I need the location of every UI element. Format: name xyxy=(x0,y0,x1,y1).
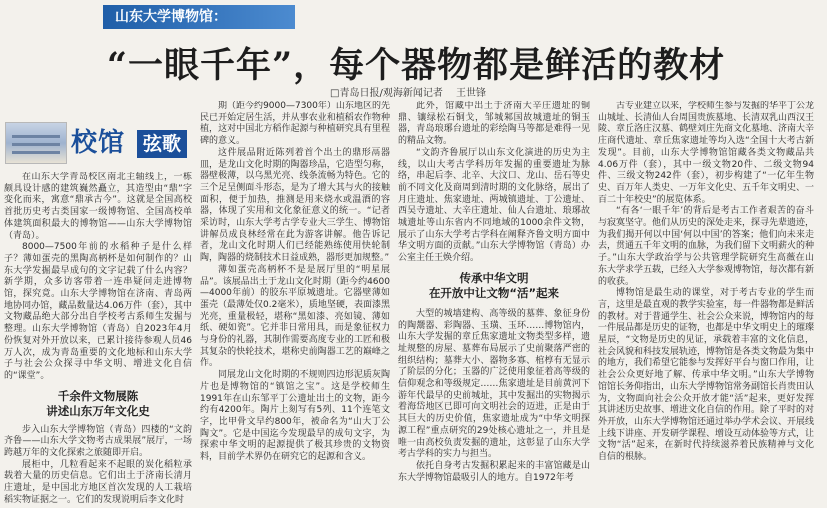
subheading-line-1: 传承中华文明 xyxy=(459,270,529,285)
subheading xyxy=(4,389,192,419)
paragraph: “文韵齐鲁展厅以山东文化演进的历史为主线，以山大考古学科历年发掘的重要遗址为脉络，串起后李、北辛、大汶口、龙山、岳石等史前不同文化及商周到清时期的文化脉络，展出了月庄遗址、焦家遗址、两城镇遗址、丁公遗址、西吴寺遗址、大辛庄遗址、仙人台遗址、琅琊故城遗址等山东省内不同地域的1000余件文物，展示了山东大学考古学科在阐释齐鲁文明方面中华文明方面的贡献。”山东大学博物馆（青岛）办公室主任王焕介绍。 xyxy=(398,147,590,264)
paragraph: 博物馆是最生动的课堂，对于考古专业的学生而言，这里是最直观的教学实验室，每一件器物都是鲜活的教材。对于普通学生、社会公众来说，博物馆内的每一件展品都是历史的证物，也都是中华文明史上的璀璨星辰，“文物是历史的见证，承载着丰富的文化信息，社会风貌和科技发展轨迹，博物馆是各类文物最为集中的地方，我们希望它能参与发挥好平台与窗口作用，让社会公众更好地了解、传承中华文明。”山东大学博物馆馆长务仰指出，山东大学博物馆常务副馆长肖贵田认为，文物面向社会公众开放才能“活”起来，更好发挥其讲述历史故事、增进文化自信的作用。除了平时的对外开放，山东大学博物馆还通过举办学术会议、开展线上线下讲座、开发研学课程、增设互动体验等方式，让文物“活”起来，在新时代持续滋养着民族精神与文化自信的根脉。 xyxy=(598,288,814,463)
paragraph: 大型的城墙建构、高等级的墓葬、象征身份的陶鬶器、彩陶器、玉璜、玉环……博物馆内，山东大学发掘的章丘焦家遗址文物类型多样，遗址规整的房屋、墓葬布局展示了史前聚落严密的组织结构；墓葬大小、器物多寡、棺椁有无显示了阶层的分化；玉器的广泛使用象征着高等级的信仰观念和等级规定……焦家遗址是目前黄河下游年代最早的史前城址，其中发掘出的实物揭示着海岱地区已即可向文明社会的迈进，正是由于其巨大的历史价值，焦家遗址成为“中华文明探源工程”重点研究的29处核心遗址之一，并且是唯一由高校负责发掘的遗址，这彰显了山东大学考古学科的实力与担当。 xyxy=(398,308,590,460)
paragraph: 8000—7500年前的水稻种子是什么样子？薄如蛋壳的黑陶高柄杯是如何制作的？山东大学发掘最早成句的文字记载了什么内容？新学期，众多访客带着一连串疑问走进博物馆，探究竟。山东大学博物馆在济南、青岛两地协同办馆，藏品数量达4.06万件（套），其中文物藏品绝大部分出自学校考古系师生发掘与整理。山东大学博物馆（青岛）自2023年4月份恢复对外开放以来，已累计接待参观人员46万人次，成为青岛重要的文化地标和山东大学子与社会公众探寻中华文明、增进文化自信的“课堂”。 xyxy=(4,242,192,381)
section-banner: 山东大学博物馆： xyxy=(103,5,295,29)
article-column-2 xyxy=(200,101,390,506)
subheading xyxy=(398,271,590,301)
byline xyxy=(330,84,496,99)
byline-source: □青岛日报/观海新闻记者 xyxy=(330,88,443,99)
paragraph: 期（距今约9000—7300年）山东地区的先民已开始定居生活，并从事农业和植稻农作物种植，这对中国北方稻作起源与种植研究具有里程碑的意义。 xyxy=(200,101,390,147)
subheading-line-2: 讲述山东万年文化史 xyxy=(46,403,150,418)
subheading-line-1: 千余件文物展陈 xyxy=(57,388,139,403)
paragraph: 依托自身考古发掘积累起来的丰富馆藏是山东大学博物馆最吸引人的地方。自1972年考 xyxy=(398,460,590,483)
paragraph: 展柜中，几粒看起来不起眼的炭化稻粒承载着大量的历史信息。它们出土于济南长清月庄遗址，是中国北方地区首次发现的人工栽培稻实物证据之一。它们的发现说明后李文化时 xyxy=(4,459,192,505)
paragraph: 古专业建立以来，学校师生参与发掘的华平丁公龙山城址、长清仙人台周国贵族墓地、长清双乳山西汉王陵、章丘洛庄汉墓、鹤壁刘庄先商文化墓地、济南大辛庄商代遗址、章丘焦家遗址等均入选“全国十大考古新发现”。目前，山东大学博物馆馆藏各类文物藏品共4.06万件（套），其中一级文物20件、二级文物94件、三级文物242件（套），初步构建了“一亿年生物史、百万年人类史、一万年文化史、五千年文明史、一百二十年校史”的展览体系。 xyxy=(598,101,814,205)
building-illustration xyxy=(5,122,67,164)
column-logo xyxy=(5,118,181,166)
paragraph: 薄如蛋壳高柄杯不是是展厅里的“明星展品”。该展品出土于龙山文化时期（距今约4600—4000年前）的胶东平原城遗址。它器壁薄如蛋壳（最薄处仅0.2毫米），质地坚硬，表面漆黑光亮，重量极轻，堪称“黑如漆、亮如镜、薄如纸、硬如瓷”。它并非日常用具，而是象征权力与身份的礼器，其制作需要高度专业的工匠和极其复杂的快轮技术，堪称史前陶器工艺的巅峰之作。 xyxy=(200,264,390,369)
subheading-line-2: 在开放中让文物“活”起来 xyxy=(428,285,560,300)
paragraph: 同展龙山文化时期的不规则四边形泥质灰陶片也是博物馆的“镇馆之宝”。这是学校师生1991年在山东邹平丁公遗址出土的文物，距今约有4200年。陶片上刻写有5列、11个连笔文字，比甲骨文早约800年，被命名为“山大丁公陶文”。它是中国迄今发现最早的成句文字，为探索中华文明的起源提供了极其珍贵的文物资料，目前学术界仍在研究它的起源和含义。 xyxy=(200,370,390,463)
paragraph: “有各‘一眼千年’的背后是考古工作者艰苦的奋斗与寂寞坚守。他们从历史的深处走来，探寻先辈遗迹，为我们揭开何以中国‘何以中国’的答案；他们向未来走去，贯通五千年文明的血脉，为我们留下文明薪火的种子。”山东大学政治学与公共管理学院研究生高薇在山东大学求学五载，已经入大学参观博物馆，每次都有新的收获。 xyxy=(598,206,814,287)
logo-text-right: 弦歌 xyxy=(137,130,187,158)
article-column-1 xyxy=(4,172,192,506)
article-column-3 xyxy=(398,101,590,506)
headline: “一眼千年”，每个器物都是鲜活的教材 xyxy=(106,45,726,86)
byline-author: 王世锋 xyxy=(456,88,487,99)
paragraph: 在山东大学青岛校区南北主轴线上，一栋颇具设计感的建筑巍然矗立，其造型由“鼎”字变化而来，寓意“鼎承古今”。这就是全国高校首批历史考古类国家一级博物馆、全国高校单体建筑面积最大的博物馆——山东大学博物馆（青岛）。 xyxy=(4,172,192,241)
paragraph: 这件展品附近陈列着首个出土的鼎形鬲器皿，是龙山文化时期的陶器珍品，它造型匀称，器壁极薄，以乌黑光亮、线条流畅为特色。它的三个足呈侧面斗形态，是为了增大其与火的接触面积，便于加热，推测是用来烧水或温酒的容器，体现了实用和文化象征意义的统一。“记者采访时，山东大学考古学专业大三学生、博物馆讲解员成良林经常在此为游客讲解。他告诉记者，龙山文化时期人们已经能熟练使用快轮制陶，陶器的烧制技术日益成熟，器形更加规整。” xyxy=(200,147,390,264)
article-column-4 xyxy=(598,101,814,506)
paragraph: 此外，馆藏中出土于济南大辛庄遗址的铜鼎、镶绿松石铜戈，邹城邾国故城遗址的铜玉器，青岛琅琊台遗址的彩绘陶马等都是难得一见的精品文物。 xyxy=(398,101,590,147)
logo-text-left: 校馆 xyxy=(71,128,126,158)
paragraph: 步入山东大学博物馆（青岛）四楼的“文韵齐鲁——山东大学文物考古成果展”展厅，一场跨越万年的文化探索之旅随即开启。 xyxy=(4,424,192,459)
